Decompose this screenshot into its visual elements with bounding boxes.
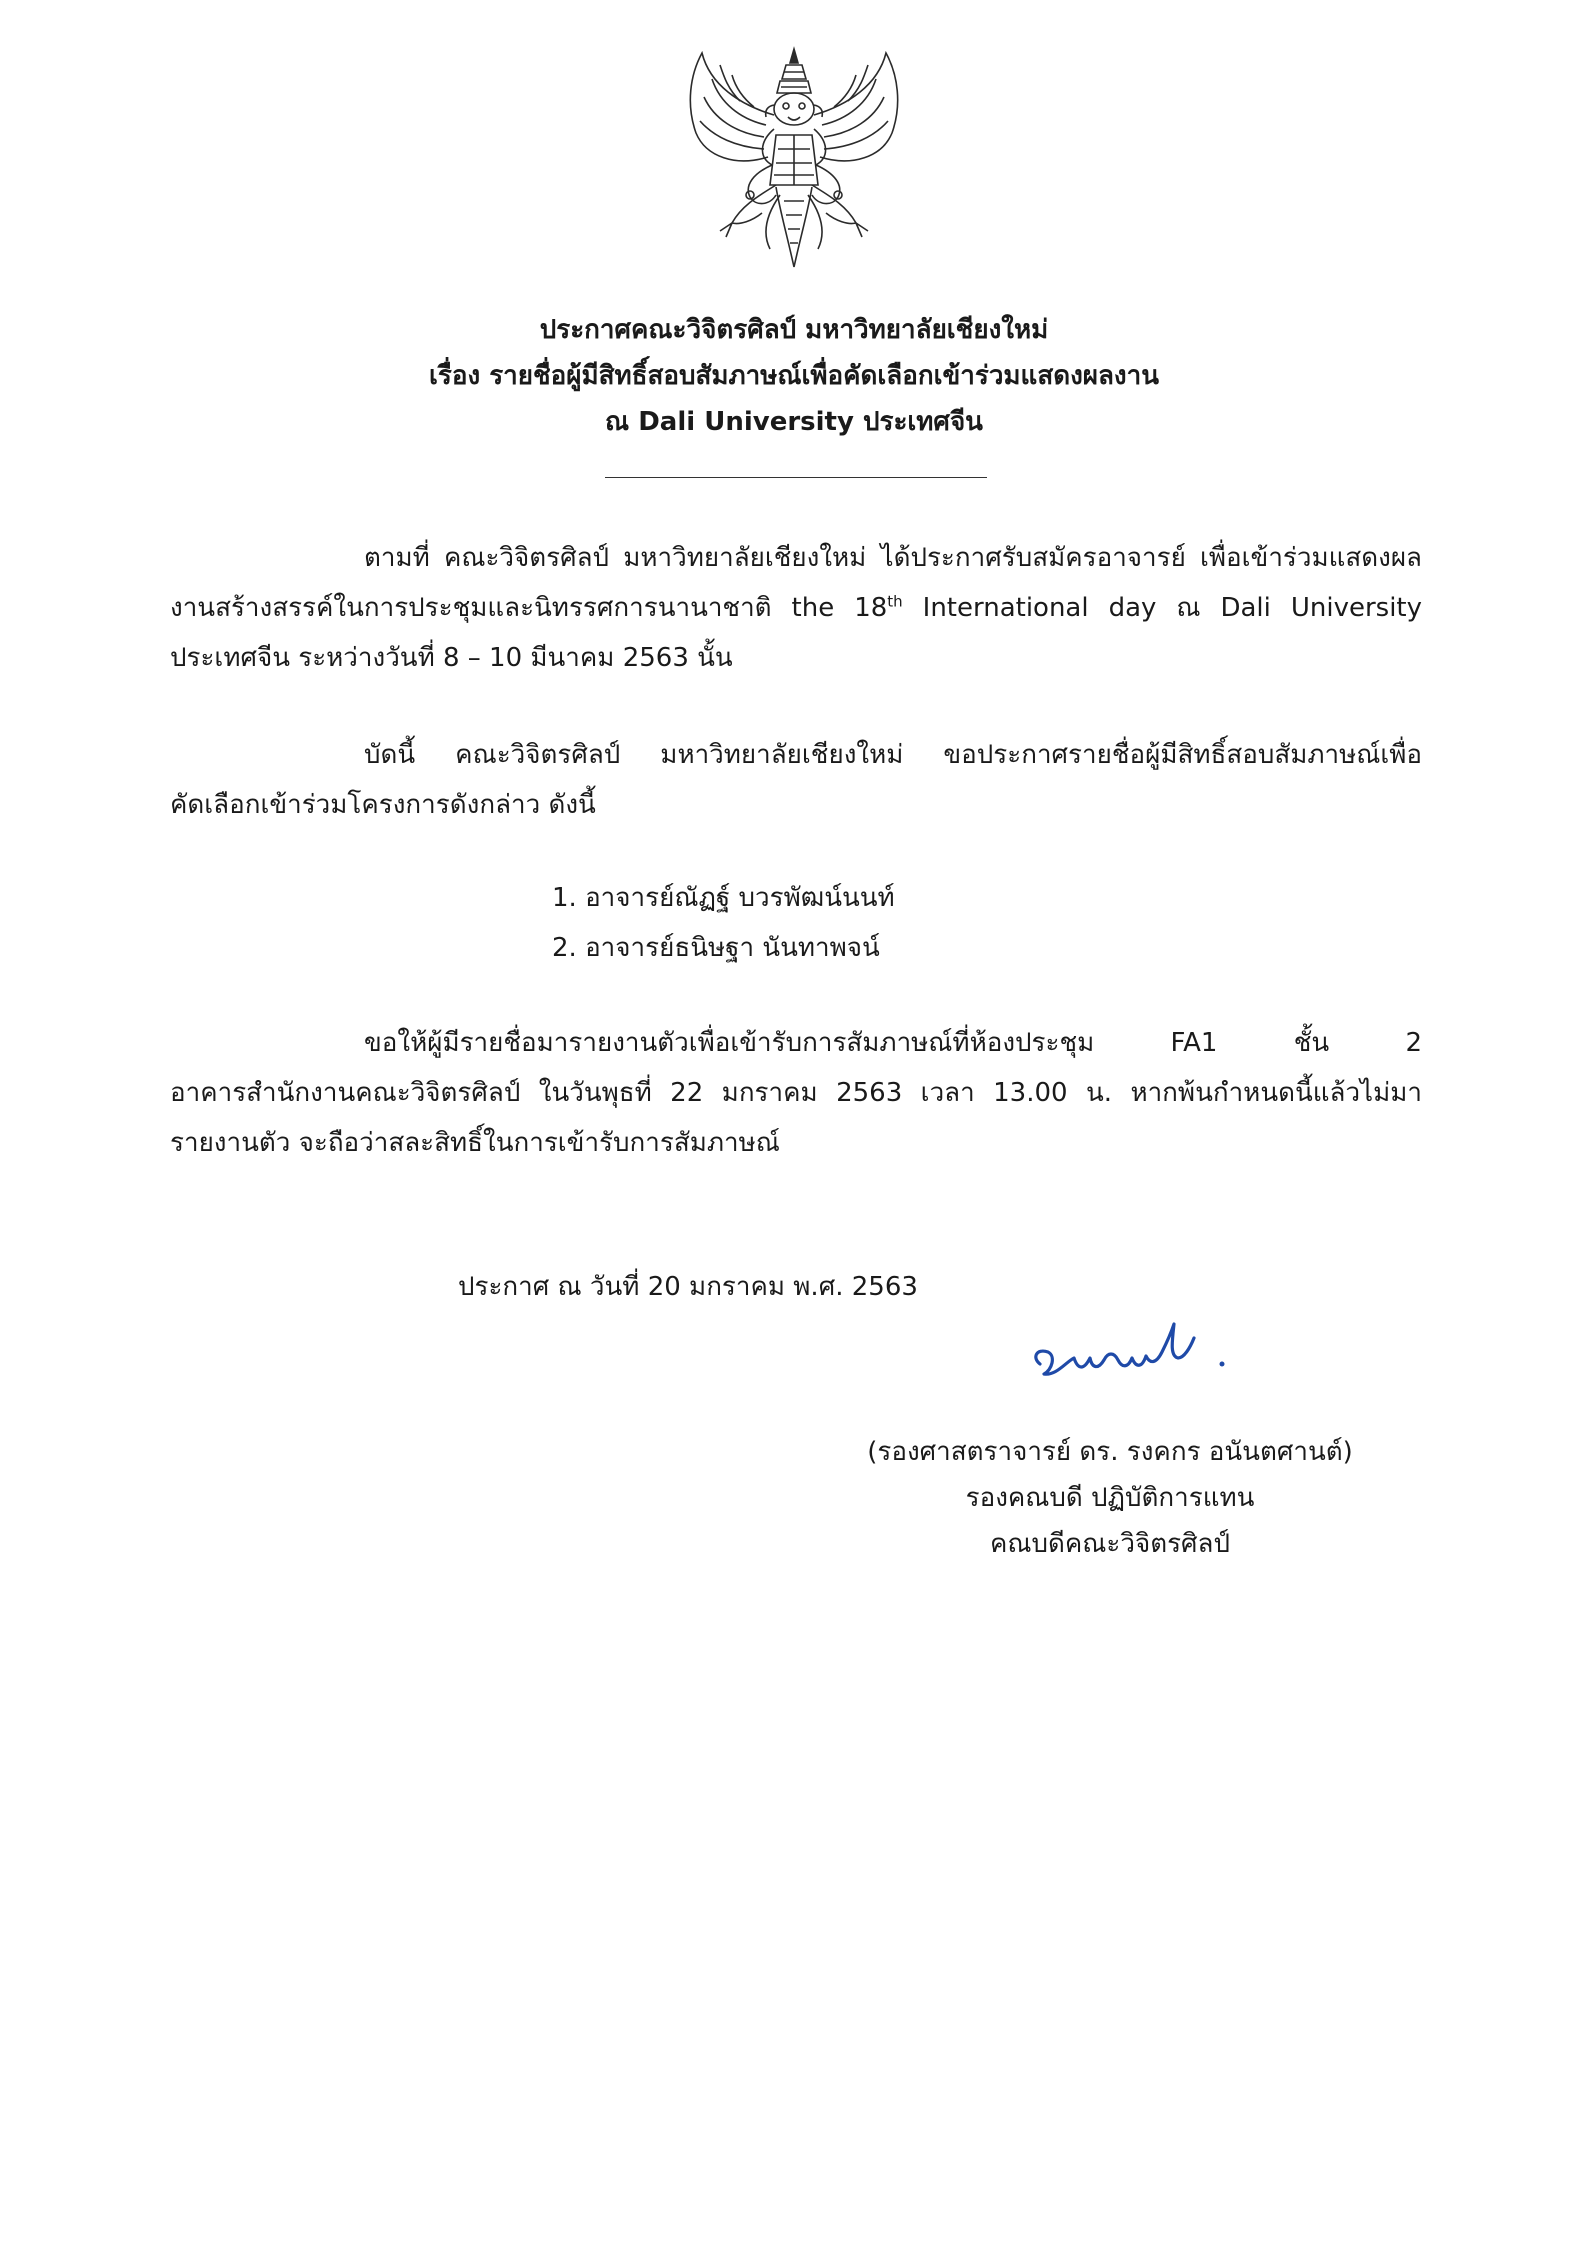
- paragraph-line: [170, 583, 1422, 633]
- paragraph-line: ขอให้ผู้มีรายชื่อมารายงานตัวเพื่อเข้ารับการสัมภาษณ์ที่ห้องประชุม FA1 ชั้น 2: [364, 1028, 1422, 1058]
- announcement-location: ณ Dali University ประเทศจีน: [605, 407, 983, 437]
- signer-office: คณบดีคณะวิจิตรศิลป์: [989, 1529, 1230, 1559]
- paragraph-line: รายงานตัว จะถือว่าสละสิทธิ์ในการเข้ารับการสัมภาษณ์: [170, 1128, 780, 1158]
- paragraph-line: คัดเลือกเข้าร่วมโครงการดังกล่าว ดังนี้: [170, 790, 596, 820]
- paragraph-announcement: [170, 730, 1422, 830]
- announcement-subject: เรื่อง รายชื่อผู้มีสิทธิ์สอบสัมภาษณ์เพื่อคัดเลือกเข้าร่วมแสดงผลงาน: [428, 361, 1160, 391]
- candidate-item: 1. อาจารย์ณัฏฐ์ บวรพัฒน์นนท์: [552, 883, 895, 913]
- announcement-title: ประกาศคณะวิจิตรศิลป์ มหาวิทยาลัยเชียงใหม่: [539, 315, 1049, 345]
- paragraph-instructions: [170, 1018, 1422, 1168]
- paragraph-line: บัดนี้ คณะวิจิตรศิลป์ มหาวิทยาลัยเชียงใหม่ ขอประกาศรายชื่อผู้มีสิทธิ์สอบสัมภาษณ์เพื่อ: [364, 740, 1422, 770]
- garuda-emblem: [680, 45, 908, 270]
- paragraph-line: ประเทศจีน ระหว่างวันที่ 8 – 10 มีนาคม 2563 นั้น: [170, 643, 733, 673]
- paragraph-line: อาคารสำนักงานคณะวิจิตรศิลป์ ในวันพุธที่ 22 มกราคม 2563 เวลา 13.00 น. หากพ้นกำหนดนี้แล้วไม่มา: [170, 1078, 1422, 1108]
- candidate-item: 2. อาจารย์ธนิษฐา นันทาพจน์: [552, 933, 880, 963]
- announcement-date: ประกาศ ณ วันที่ 20 มกราคม พ.ศ. 2563: [458, 1272, 918, 1302]
- text-segment: International day ณ Dali University: [902, 593, 1422, 623]
- title-divider: [605, 477, 987, 478]
- text-segment: งานสร้างสรรค์ในการประชุมและนิทรรศการนานาชาติ the 18: [170, 593, 888, 623]
- signer-position: รองคณบดี ปฏิบัติการแทน: [965, 1483, 1255, 1513]
- handwritten-signature: [1022, 1312, 1262, 1402]
- signer-name: (รองศาสตราจารย์ ดร. รงคกร อนันตศานต์): [867, 1437, 1353, 1467]
- ordinal-suffix: th: [887, 592, 903, 611]
- paragraph-line: ตามที่ คณะวิจิตรศิลป์ มหาวิทยาลัยเชียงใหม่ ได้ประกาศรับสมัครอาจารย์ เพื่อเข้าร่วมแสดงผล: [364, 543, 1422, 573]
- paragraph-intro: [170, 533, 1422, 683]
- candidate-list: [552, 873, 895, 973]
